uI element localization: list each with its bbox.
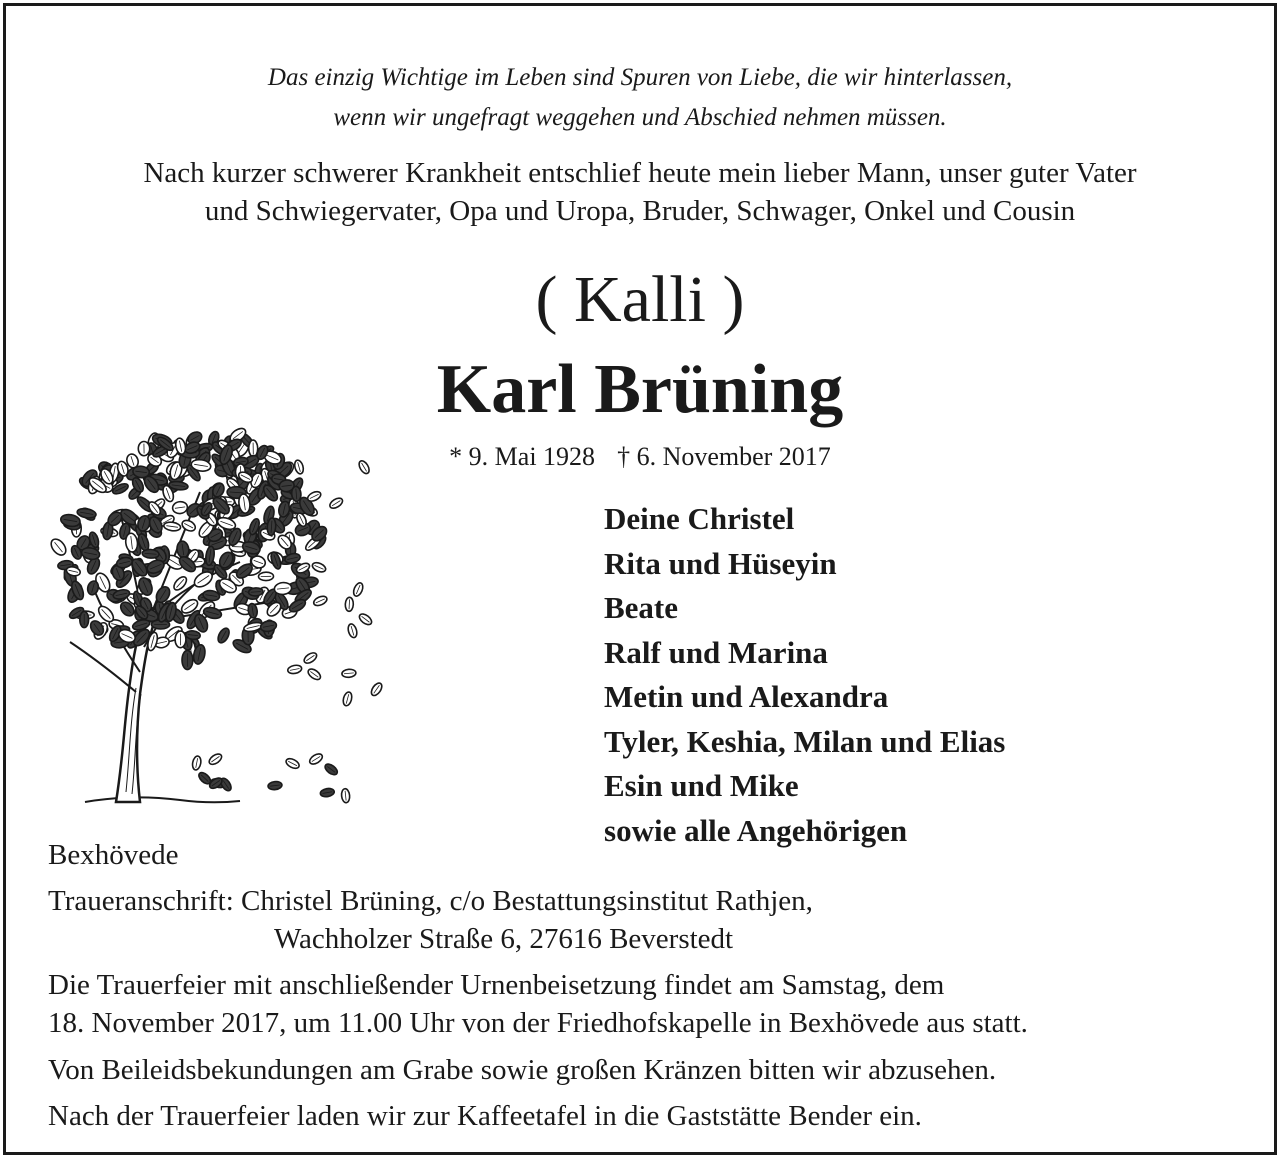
- funeral-service-info: [48, 966, 1028, 1042]
- survivors-list: [604, 497, 1005, 853]
- place-name: Bexhövede: [48, 839, 179, 871]
- survivor-name: Beate: [604, 590, 679, 625]
- windblown-tree-icon: [40, 402, 400, 822]
- motto-line-2: wenn wir ungefragt weggehen und Abschied nehmen müssen.: [333, 104, 947, 131]
- address-line-2: Wachholzer Straße 6, 27616 Beverstedt: [274, 923, 734, 955]
- intro-line-2: und Schwiegervater, Opa und Uropa, Bruder, Schwager, Onkel und Cousin: [204, 195, 1076, 227]
- mourning-address: [48, 882, 813, 958]
- survivor-name: Tyler, Keshia, Milan und Elias: [604, 723, 1006, 759]
- survivor-name: Deine Christel: [604, 501, 795, 536]
- address-line-1: Traueranschrift: Christel Brüning, c/o Bestattungsinstitut Rathjen,: [48, 885, 813, 917]
- condolence-note: Von Beileidsbekundungen am Grabe sowie großen Kränzen bitten wir abzusehen.: [48, 1054, 997, 1086]
- intro-line-1: Nach kurzer schwerer Krankheit entschlief heute mein lieber Mann, unser guter Vater: [143, 157, 1137, 189]
- birth-date: * 9. Mai 1928: [449, 442, 596, 471]
- service-line-1: Die Trauerfeier mit anschließender Urnenbeisetzung findet am Samstag, dem: [48, 969, 945, 1001]
- survivor-name: Esin und Mike: [604, 768, 799, 803]
- deceased-name: Karl Brüning: [436, 351, 844, 428]
- motto-line-1: Das einzig Wichtige im Leben sind Spuren von Liebe, die wir hinterlassen,: [267, 64, 1013, 91]
- reception-note: Nach der Trauerfeier laden wir zur Kaffeetafel in die Gaststätte Bender ein.: [48, 1100, 922, 1132]
- death-date: † 6. November 2017: [617, 442, 831, 471]
- motto-quote: [0, 58, 1280, 138]
- survivor-name: sowie alle Angehörigen: [604, 812, 908, 848]
- survivor-name: Metin und Alexandra: [604, 679, 889, 714]
- announcement-intro: [0, 154, 1280, 230]
- deceased-nickname: ( Kalli ): [535, 263, 745, 336]
- service-line-2: 18. November 2017, um 11.00 Uhr von der Friedhofskapelle in Bexhövede aus statt.: [48, 1007, 1028, 1039]
- survivor-name: Ralf und Marina: [604, 634, 828, 670]
- survivor-name: Rita und Hüseyin: [604, 545, 837, 581]
